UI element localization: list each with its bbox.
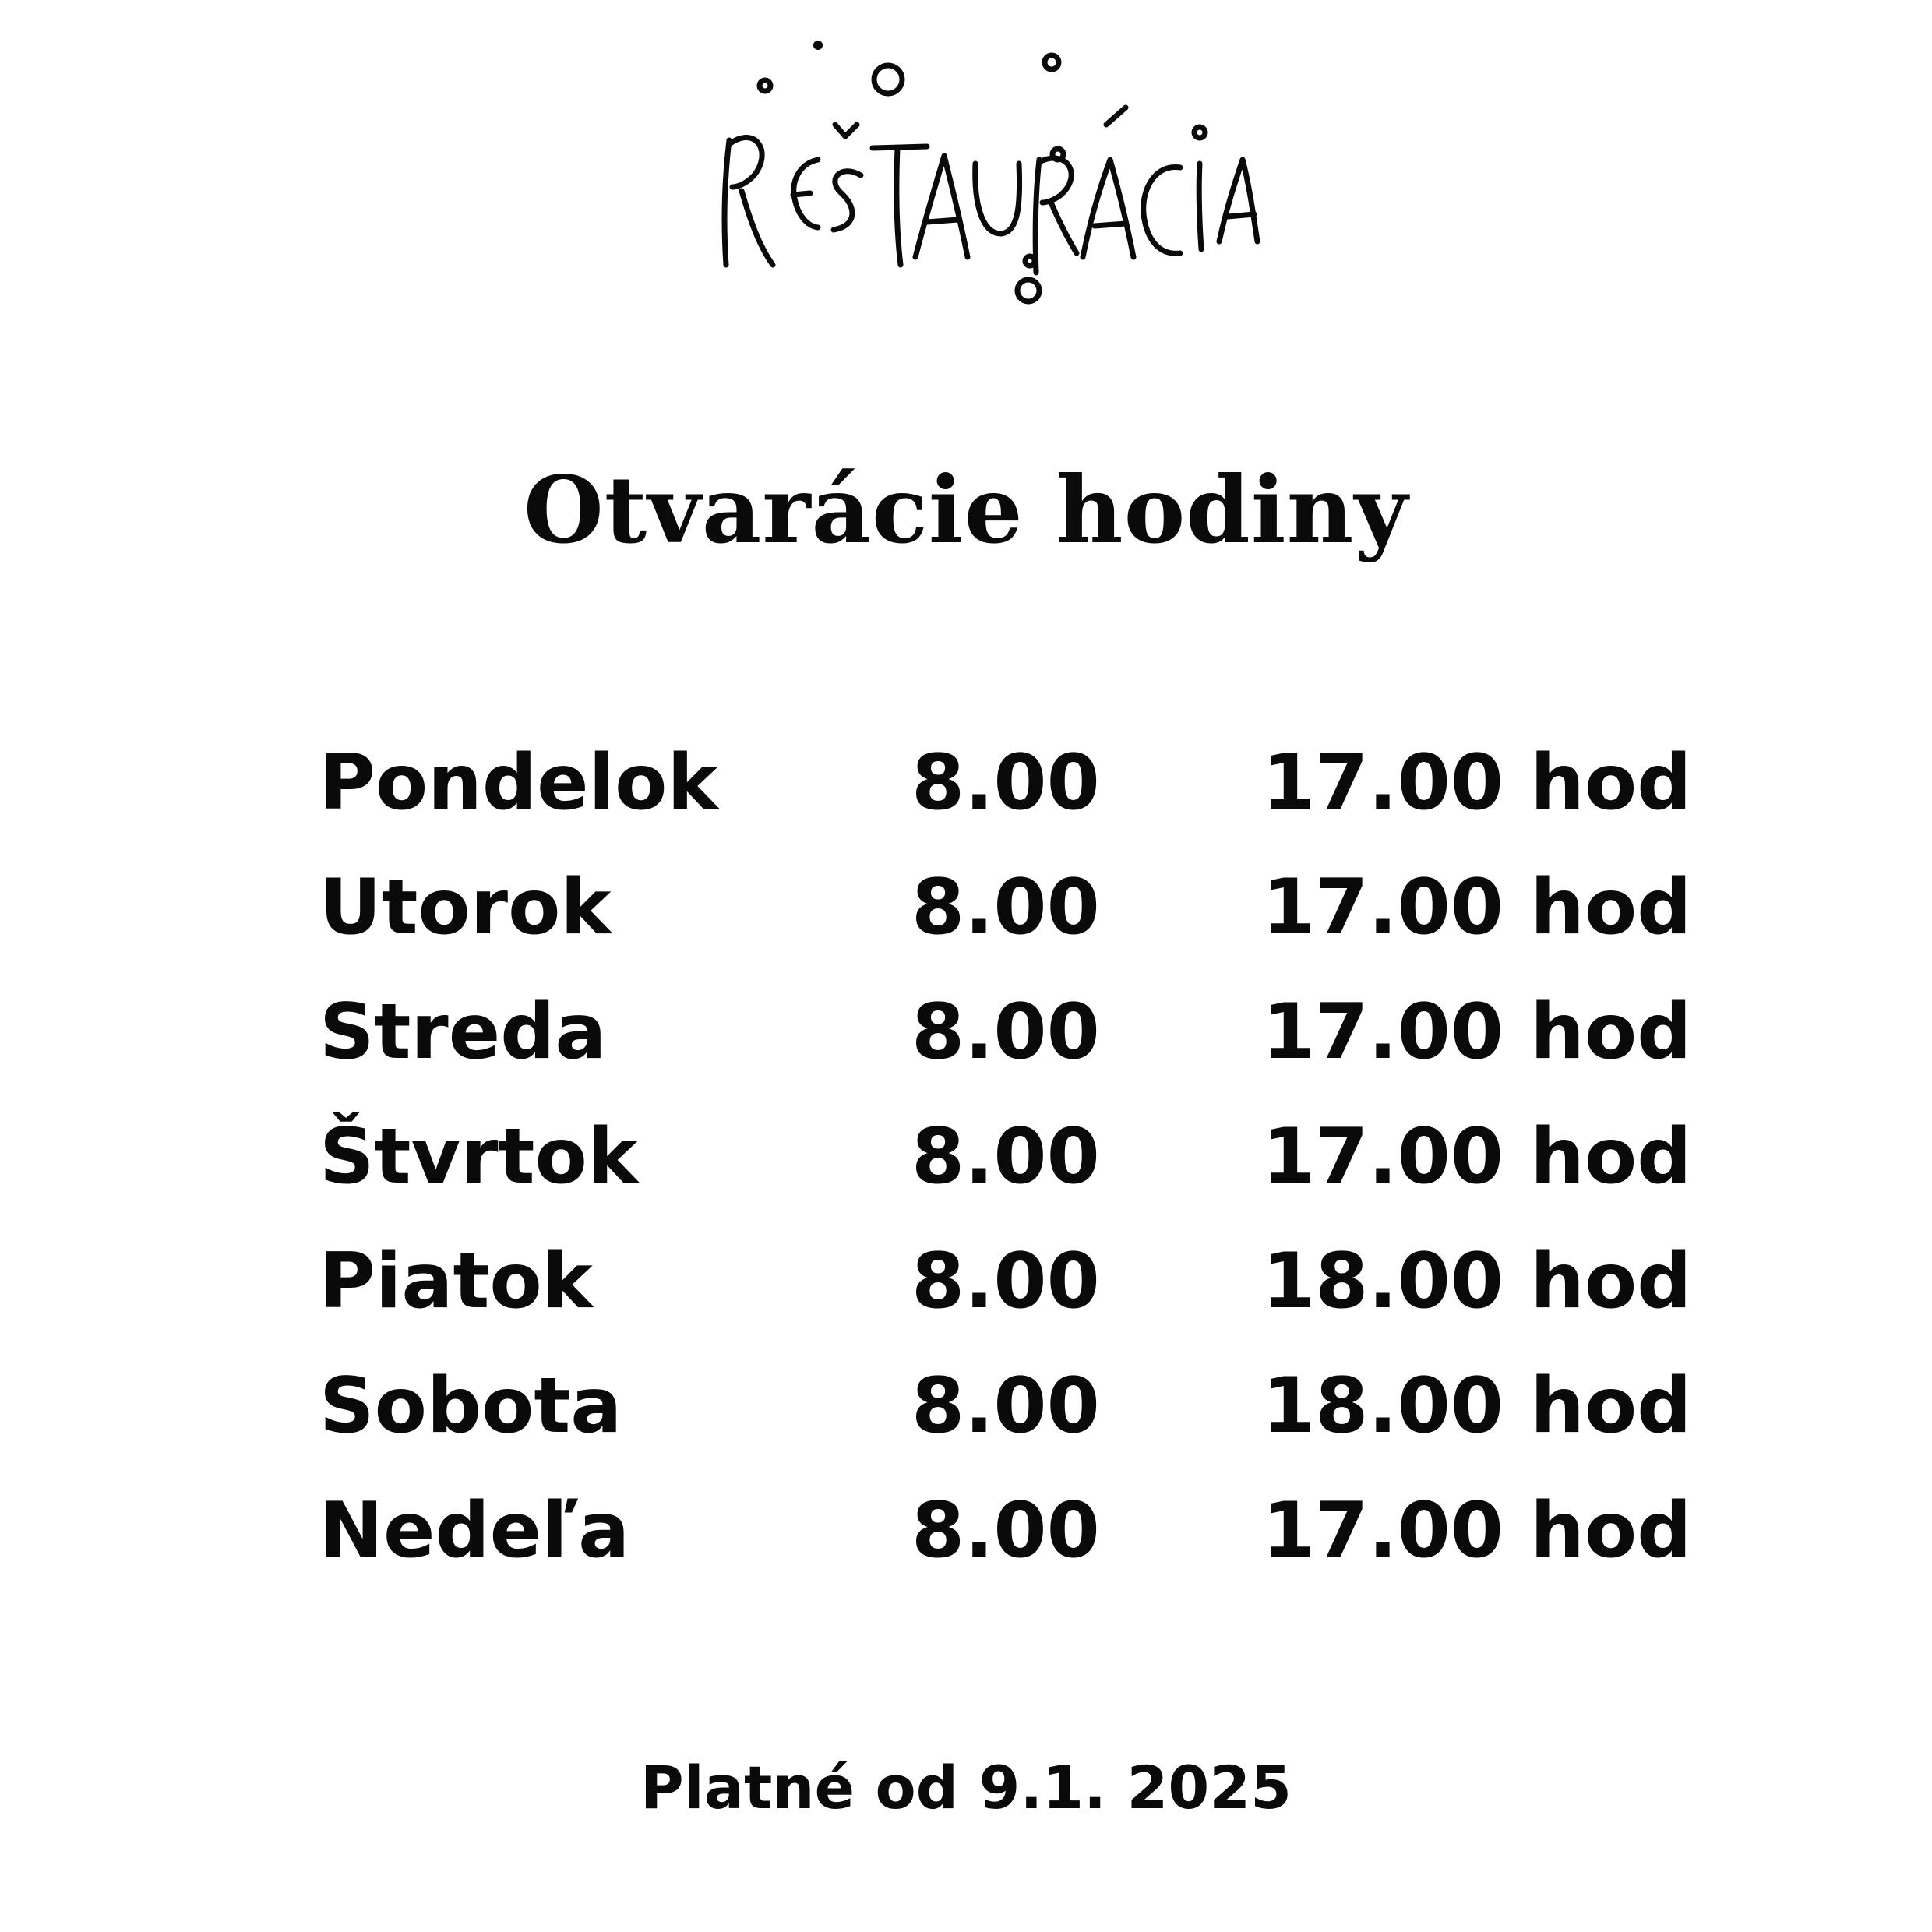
day-label: Streda xyxy=(319,988,607,1077)
closing-time: 17.00 hod xyxy=(1262,1486,1692,1575)
closing-time: 17.00 hod xyxy=(1262,863,1692,952)
day-label: Štvrtok xyxy=(319,1112,638,1201)
day-label: Utorok xyxy=(319,863,612,952)
hours-row-tuesday xyxy=(319,861,1692,985)
day-label: Piatok xyxy=(319,1237,593,1326)
closing-time: 17.00 hod xyxy=(1262,739,1692,827)
opening-time: 8.00 xyxy=(911,739,1100,827)
hours-row-saturday xyxy=(319,1359,1692,1484)
opening-time: 8.00 xyxy=(911,1362,1100,1451)
hours-row-friday xyxy=(319,1235,1692,1359)
closing-time: 17.00 hod xyxy=(1262,988,1692,1077)
hours-row-monday xyxy=(319,736,1692,861)
opening-time: 8.00 xyxy=(911,1237,1100,1326)
opening-time: 8.00 xyxy=(911,1112,1100,1201)
day-label: Nedeľa xyxy=(319,1486,630,1575)
opening-time: 8.00 xyxy=(911,988,1100,1077)
day-label: Sobota xyxy=(319,1362,622,1451)
opening-time: 8.00 xyxy=(911,1486,1100,1575)
closing-time: 18.00 hod xyxy=(1262,1237,1692,1326)
hours-row-sunday xyxy=(319,1484,1692,1609)
closing-time: 18.00 hod xyxy=(1262,1362,1692,1451)
valid-from-note: Platné od 9.1. 2025 xyxy=(640,1753,1292,1822)
hours-row-wednesday xyxy=(319,985,1692,1110)
hours-row-thursday xyxy=(319,1110,1692,1235)
opening-hours-table xyxy=(319,736,1692,1609)
closing-time: 17.00 hod xyxy=(1262,1112,1692,1201)
page-title: Otvarácie hodiny xyxy=(524,456,1408,564)
day-label: Pondelok xyxy=(319,739,718,827)
restaurant-logo xyxy=(701,31,1262,335)
opening-time: 8.00 xyxy=(911,863,1100,952)
logo-handwritten-graphic xyxy=(701,31,1262,335)
